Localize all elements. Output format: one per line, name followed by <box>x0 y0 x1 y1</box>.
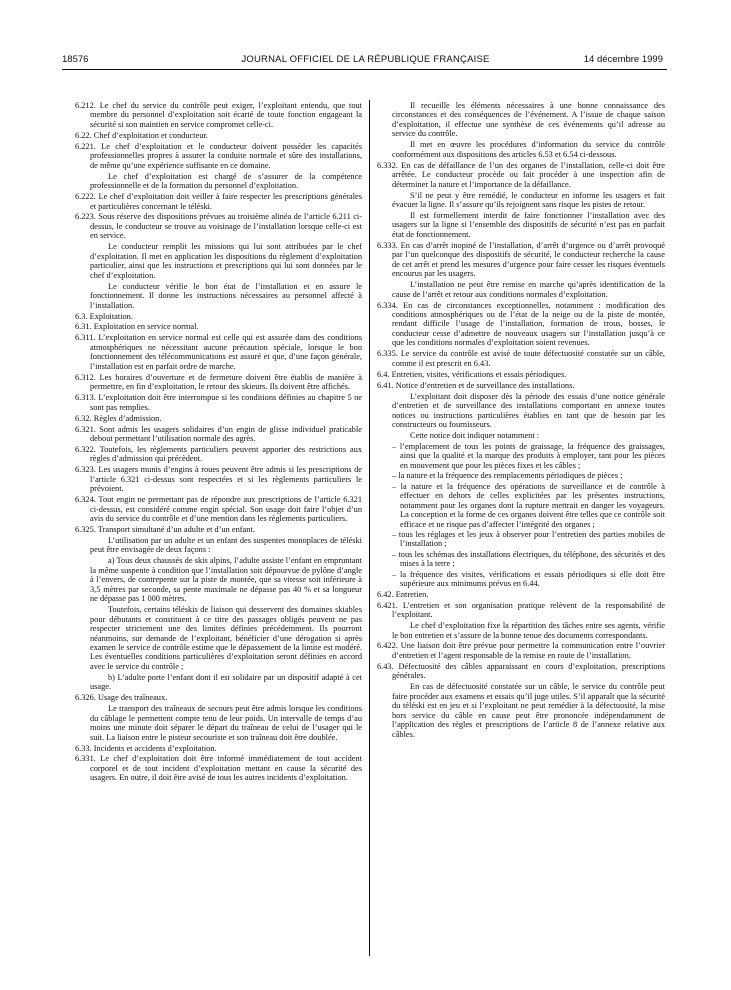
numbered-article: 6.223. Sous réserve des dispositions prévues au troisième alinéa de l’article 6.211 ci-dessus, le conducteur se trouve au voisinage de l’installation lorsque celle-ci est en service. <box>75 212 362 241</box>
numbered-article: 6.322. Toutefois, les règlements particuliers peuvent apporter des restrictions aux règles d’admission qui précèdent. <box>75 444 362 464</box>
numbered-article: 6.325. Transport simultané d’un adulte et d’un enfant. <box>75 525 255 535</box>
page-number: 18576 <box>62 54 89 65</box>
paragraph: b) L’adulte porte l’enfant dont il est solidaire par un dispositif adapté à cet usage. <box>90 672 362 692</box>
numbered-article: 6.331. Le chef d’exploitation doit être informé immédiatement de tout accident corporel et de tout incident d’exploitation mettant en cause la sécurité des usagers. En outre, il doit être avisé de tous les autres incidents d’exploitation. <box>75 754 362 783</box>
numbered-article: 6.321. Sont admis les usagers solidaires d’un engin de glisse individuel praticable debout permettant l’utilisation normale des agrès. <box>75 424 362 443</box>
bullet-item: – la fréquence des visites, vérifications et essais périodiques si elle doit être supérieure aux minimums prévus en 6.44. <box>392 569 665 589</box>
numbered-article: 6.324. Tout engin ne permettant pas de répondre aux prescriptions de l’article 6.321 ci-dessus, est considéré comme engin spécial. Son usage doit faire l’objet d’un avis du service du contrôle et d’une mention dans les règlements particuliers. <box>75 495 362 524</box>
numbered-article: 6.221. Le chef d’exploitation et le conducteur doivent posséder les capacités professionnelles propres à assurer la conduite normale et sûre des installations, de même qu’une expérience suffisante en ce domaine. <box>75 141 362 170</box>
numbered-article: 6.313. L’exploitation doit être interrompue si les conditions définies au chapitre 5 ne sont pas remplies. <box>75 393 362 412</box>
right-column <box>377 101 665 741</box>
left-column <box>75 101 362 784</box>
column-divider <box>369 100 370 956</box>
paragraph: En cas de défectuosité constatée sur un câble, le service du contrôle peut faire procéder aux examens et essais qu’il juge utiles. S’il apparaît que la sécurité du téléski est en jeu et si l’exploitant ne peut remédier à la défectuosité, la mise hors service du câble en cause peut être prononcée indépendamment de l’application des règles et prescriptions de l’article 8 de l’annexe relative aux câbles. <box>392 682 665 739</box>
numbered-article: 6.335. Le service du contrôle est avisé de toute défectuosité constatée sur un câble, comme il est prescrit en 6.43. <box>377 349 665 368</box>
paragraph: Il recueille les éléments nécessaires à une bonne connaissance des circonstances et des conséquences de l’événement. A l’issue de chaque saison d’exploitation, il effectue une synthèse de ces événements qu’il adresse au service du contrôle. <box>392 101 665 139</box>
numbered-article: 6.332. En cas de défaillance de l’un des organes de l’installation, celle-ci doit être arrêtée. Le conducteur procède ou fait procéder à une inspection afin de déterminer la nature et l’importance de la défaillance. <box>377 160 665 189</box>
numbered-article: 6.33. Incidents et accidents d’exploitation. <box>75 743 217 753</box>
numbered-article: 6.323. Les usagers munis d’engins à roues peuvent être admis si les prescriptions de l’article 6.321 ci-dessus sont respectées et si les règlements particuliers le prévoient. <box>75 465 362 494</box>
numbered-article: 6.312. Les horaires d’ouverture et de fermeture doivent être établis de manière à permettre, en fin d’exploitation, le retour des skieurs. Ils doivent être affichés. <box>75 372 362 392</box>
bullet-item: – tous les schémas des installations électriques, du téléphone, des sécurités et des mises à la terre ; <box>392 549 665 569</box>
bullet-item: – tous les réglages et les jeux à observer pour l’entretien des parties mobiles de l’installation ; <box>392 529 665 549</box>
paragraph: L’utilisation par un adulte et un enfant des suspentes monoplaces de téléski peut être envisagée de deux façons : <box>90 535 362 555</box>
numbered-article: 6.22. Chef d’exploitation et conducteur. <box>75 130 208 140</box>
numbered-article: 6.311. L’exploitation en service normal est celle qui est assurée dans des conditions atmosphériques ne nécessitant aucune précaution spéciale, lorsque le bon fonctionnement des télécommunications est assuré et que, d’une façon générale, l’installation est en parfait ordre de marche. <box>75 333 362 371</box>
numbered-article: 6.42. Entretien. <box>377 589 429 599</box>
paragraph: Le conducteur vérifie le bon état de l’installation et en assure le fonctionnement. Il donne les instructions nécessaires au personnel affecté à l’installation. <box>90 281 362 310</box>
header-rule <box>62 69 667 70</box>
paragraph: Toutefois, certains téléskis de liaison qui desservent des domaines skiables pour débutants et constituent à ce titre des passages obligés peuvent ne pas respecter strictement une des limites définies précédemment. Ils pourront néanmoins, sur demande de l’exploitant, bénéficier d’une dérogation si après examen le service de contrôle estime que le dépassement de la limite est modéré. Les éventuelles conditions particulières d’exploitation seront définies en accord avec le service du contrôle ; <box>90 605 362 671</box>
paragraph: Le transport des traîneaux de secours peut être admis lorsque les conditions du câblage le permettent compte tenu de leur poids. Un intervalle de temps d’au moins une minute doit séparer le départ du traîneau de celui de l’usager qui le suit. La liaison entre le pisteur secouriste et son traîneau doit être doublée. <box>90 704 362 742</box>
paragraph: Il met en œuvre les procédures d’information du service du contrôle conformément aux dispositions des articles 6.53 et 6.54 ci-dessous. <box>392 140 665 159</box>
paragraph: S’il ne peut y être remédié, le conducteur en informe les usagers et fait évacuer la ligne. Il s’assure qu’ils rejoignent sans risque les pistes de retour. <box>392 190 665 210</box>
numbered-article: 6.333. En cas d’arrêt inopiné de l’installation, d’arrêt d’urgence ou d’arrêt provoqué par l’un quelconque des dispositifs de sécurité, le conducteur recherche la cause de cet arrêt et prend les mesures d’urgence pour faire cesser les risques éventuels encourus par les usagers. <box>377 240 665 279</box>
page-header <box>0 54 731 70</box>
paragraph: a) Tous deux chaussés de skis alpins, l’adulte assiste l’enfant en empruntant la même suspente à condition que l’installation soit dépourvue de pylône d’angle à l’envers, de contrepente sur la piste de montée, que sa vitesse soit inférieure à 3,5 mètres par seconde, sa pente maximale ne dépasse pas 40 % et sa longueur ne dépasse pas 1 000 mètres. <box>90 556 362 604</box>
paragraph: L’installation ne peut être remise en marche qu’après identification de la cause de l’arrêt et retour aux conditions normales d’exploitation. <box>392 280 665 299</box>
numbered-article: 6.422. Une liaison doit être prévue pour permettre la communication entre l’ouvrier d’entretien et l’agent responsable de la remise en route de l’installation. <box>377 641 665 660</box>
numbered-article: 6.421. L’entretien et son organisation pratique relèvent de la responsabilité de l’exploitant. <box>377 600 665 620</box>
paragraph: Le chef d’exploitation fixe la répartition des tâches entre ses agents, vérifie le bon entretien et s’assure de la bonne tenue des documents correspondants. <box>392 621 665 640</box>
journal-title: JOURNAL OFFICIEL DE LA RÉPUBLIQUE FRANÇAISE <box>241 54 490 65</box>
numbered-article: 6.212. Le chef du service du contrôle peut exiger, l’exploitant entendu, que tout membre du personnel d’exploitation soit écarté de toute fonction engageant la sécurité si son maintien en service compromet celle-ci. <box>75 101 362 129</box>
paragraph: Cette notice doit indiquer notamment : <box>410 430 540 440</box>
paragraph: Le conducteur remplit les missions qui lui sont attribuées par le chef d’exploitation. Il met en application les dispositions du règlement d’exploitation particulier, ainsi que les instructions et prescriptions qui lui sont données par le chef d’exploitation. <box>90 242 362 280</box>
numbered-article: 6.43. Défectuosité des câbles apparaissant en cours d’exploitation, prescriptions générales. <box>377 661 665 681</box>
numbered-article: 6.3. Exploitation. <box>75 311 133 321</box>
bullet-list <box>377 442 665 589</box>
numbered-article: 6.326. Usage des traîneaux. <box>75 693 168 703</box>
numbered-article: 6.334. En cas de circonstances exceptionnelles, notamment : modification des conditions atmosphériques ou de l’état de la neige ou de la piste de montée, rendant difficile l’usage de l’installation, formation de trous, bosses, le conducteur cesse d’admettre de nouveaux usagers sur l’installation jusqu’à ce que les conditions normales d’exploitation soient revenues. <box>377 300 665 348</box>
issue-date: 14 décembre 1999 <box>583 54 663 65</box>
numbered-article: 6.222. Le chef d’exploitation doit veiller à faire respecter les prescriptions générales et particulières concernant le téléski. <box>75 192 362 211</box>
paragraph: L’exploitant doit disposer dès la période des essais d’une notice générale d’entretien et de surveillance des installations comportant en annexe toutes notices ou instructions particulières établies en tant que de besoin par les constructeurs ou fournisseurs. <box>392 391 665 429</box>
bullet-item: – l’emplacement de tous les points de graissage, la fréquence des graissages, ainsi que la qualité et la marque des produits à employer, tant pour les pièces en mouvement que pour les pièces fixes et les câbles ; <box>392 441 665 470</box>
numbered-article: 6.4. Entretien, visites, vérifications et essais périodiques. <box>377 369 567 379</box>
numbered-article: 6.32. Règles d’admission. <box>75 413 162 423</box>
bullet-item: – la nature et la fréquence des opérations de surveillance et de contrôle à effectuer en dehors de celles explicitées par les présentes instructions, notamment pour les organes dont la rupture mettrait en danger les voyageurs. La conception et la forme de ces organes doivent être telles que ce contrôle soit efficace et ne risque pas d’affecter l’intégrité des organes ; <box>392 481 665 529</box>
paragraph: Le chef d’exploitation est chargé de s’assurer de la compétence professionnelle et de la formation du personnel d’exploitation. <box>90 171 362 191</box>
paragraph: Il est formellement interdit de faire fonctionner l’installation avec des usagers sur la ligne si l’ensemble des dispositifs de sécurité n’est pas en parfait état de fonctionnement. <box>392 210 665 239</box>
numbered-article: 6.31. Exploitation en service normal. <box>75 322 199 332</box>
bullet-item: – la nature et la fréquence des remplacements périodiques de pièces ; <box>392 471 623 481</box>
numbered-article: 6.41. Notice d’entretien et de surveillance des installations. <box>377 380 575 390</box>
